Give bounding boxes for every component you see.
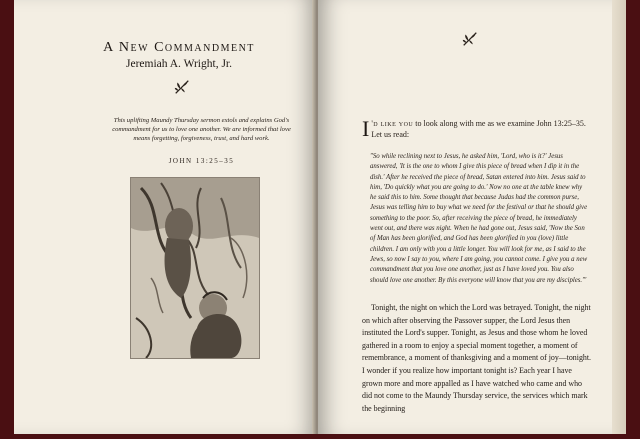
epigraph: This uplifting Maundy Thursday sermon extols and explains God's commandment for us to love one another. We are informed that love means forgetting, forgiveness, trust, and hard work.: [112, 117, 291, 142]
opening-paragraph: [362, 118, 594, 140]
left-page: [14, 0, 316, 434]
opening-text: to look along with me as we examine John 13:25–35. Let us read:: [371, 119, 586, 139]
page-edge: [612, 0, 626, 434]
drop-cap: I: [362, 116, 370, 141]
leaf-sprig-icon: [173, 78, 191, 96]
open-book: [14, 0, 626, 434]
scripture-quote: "So while reclining next to Jesus, he asked him, 'Lord, who is it?' Jesus answered, 'It is the one to whom I give this piece of bread when I dip it in the dish.' After he received the piece of bread, Satan entered into him. Jesus said to him, 'Do quickly what you are going to do.' Now no one at the table knew why he said this to him. Some thought that because Judas had the common purse, Jesus was telling him to buy what we need for the festival or that he should give something to the poor. So, after receiving the piece of bread, he immediately went out, and there was night. When he had gone out, Jesus said, 'Now the Son of Man has been glorified, and God has been glorified in you (love) little children. I am only with you a little longer. You will look for me, as I said to the Jews, so now I say to you, where I am going, you cannot come. I give you a new commandment that you love one another, just as I have loved you. You also should love one another. By this everyone will know that you are my disciples.'": [370, 153, 588, 284]
leaf-sprig-icon: [461, 30, 479, 48]
chapter-title: A New Commandment: [103, 40, 255, 55]
illustration: [130, 177, 260, 359]
body-paragraph: Tonight, the night on which the Lord was betrayed. Tonight, the night on which after observing the Passover supper, the Lord Jesus then instituted the Lord's supper. Tonight, as Jesus and those whom he loved gathered in a room to enjoy a special moment together, a moment of remembrance, a moment of thanksgiving and a moment of joy—tonight. I wonder if you realize how important tonight is? Each year I have grown more and more appalled as I have watched who came and who did not come to the Maundy Thursday service, the services which mark the beginning: [362, 303, 591, 413]
chapter-author: Jeremiah A. Wright, Jr.: [125, 58, 232, 70]
opening-smallcaps: 'd like you: [371, 119, 414, 128]
epigraph-reference: JOHN 13:25–35: [168, 157, 235, 165]
